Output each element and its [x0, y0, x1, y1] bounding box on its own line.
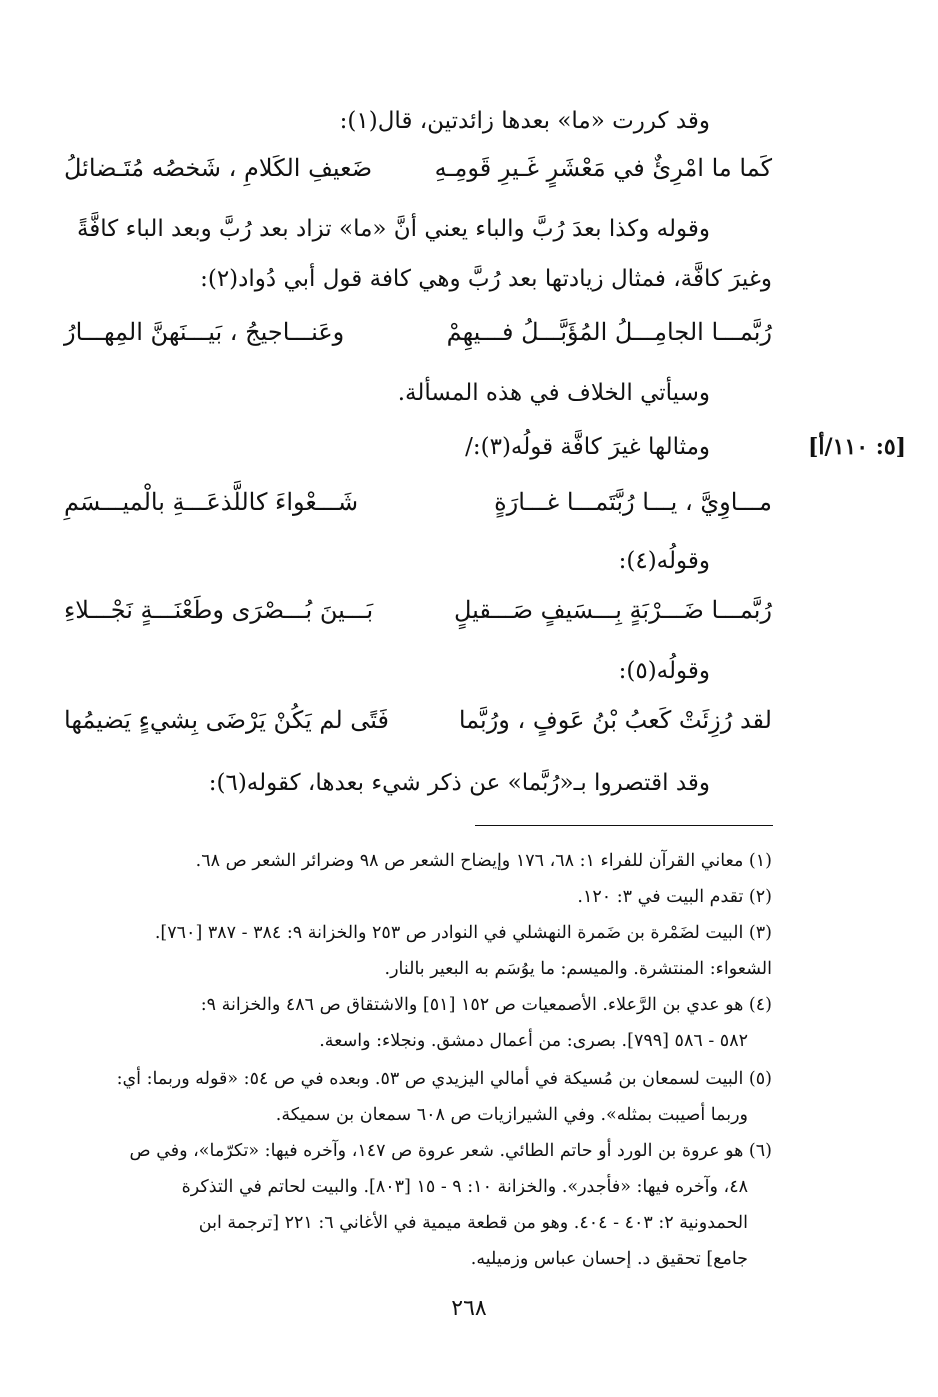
text-line: وغيرَ كافَّة، فمثال زيادتها بعد رُبَّ وهي كافة قول أبي دُواد(٢):: [200, 266, 772, 292]
verse-first-hemistich: كَما ما امْرِئٌ في مَعْشَرٍ غَـيرِ قَومِـهِ: [434, 154, 772, 182]
verse-first-hemistich: رُبَّمـــا الجامِـــلُ المُؤَبَّـــلُ فـــيهِمْ: [446, 318, 772, 346]
verse-first-hemistich: رُبَّمـــا ضَـــرْبَةٍ بِـــسَيفٍ صَـــقيلٍ: [454, 596, 772, 624]
manuscript-folio-note: [٥: ١١٠/أ]: [808, 434, 907, 460]
verse-second-hemistich: بَـــينَ بُـــصْرَى وطَعْنَـــةٍ نَجْـــلاءِ: [64, 596, 374, 624]
footnote-line: (٤) هو عدي بن الرَّعلاء. الأصمعيات ص ١٥٢ [٥١] والاشتقاق ص ٤٨٦ والخزانة ٩:: [200, 995, 772, 1015]
page-number: ٢٦٨: [451, 1296, 487, 1321]
footnote-line: (٦) هو عروة بن الورد أو حاتم الطائي. شعر عروة ص ١٤٧، وآخره فيها: «تكرّما»، وفي ص: [129, 1141, 772, 1161]
verse-first-hemistich: مـــاوِيَّ ، يـــا رُبَّتَمـــا غـــارَةٍ: [494, 488, 772, 516]
footnote-line: الشعواء: المنتشرة. والميسم: ما يوُسَم به البعير بالنار.: [384, 959, 772, 979]
footnote-line: ٥٨٢ - ٥٨٦ [٧٩٩]. بصرى: من أعمال دمشق. ونجلاء: واسعة.: [319, 1031, 748, 1051]
footnote-line: (٢) تقدم البيت في ٣: ١٢٠.: [577, 887, 772, 907]
verse-second-hemistich: فَتًى لم يَكُنْ يَرْضَى بِشيءٍ يَضيمُها: [64, 706, 390, 734]
footnote-line: (٣) البيت لضَمْرة بن ضَمرة النهشلي في النوادر ص ٢٥٣ والخزانة ٩: ٣٨٤ - ٣٨٧ [٧٦٠].: [154, 923, 772, 943]
footnote-line: (١) معاني القرآن للفراء ١: ٦٨، ١٧٦ وإيضاح الشعر ص ٩٨ وضرائر الشعر ص ٦٨.: [195, 851, 772, 871]
verse-second-hemistich: ضَعيفِ الكَلامِ ، شَخصُه مُتَـضائلُ: [64, 154, 373, 182]
footnote-line: جامع] تحقيق د. إحسان عباس وزميليه.: [470, 1249, 748, 1269]
footnote-line: ٤٨، وآخره فيها: «فأجدر». والخزانة ١٠: ٩ - ١٥ [٨٠٣]. والبيت لحاتم في التذكرة: [181, 1177, 748, 1197]
text-line: وسيأتي الخلاف في هذه المسألة.: [397, 380, 710, 406]
verse-second-hemistich: شَـــعْواءَ كاللَّذعَـــةِ بالْميـــسَمِ: [64, 488, 359, 516]
text-line: وقولُه(٤):: [618, 548, 710, 574]
text-line: وقوله وكذا بعدَ رُبَّ والباء يعني أنَّ «ما» تزاد بعد رُبَّ وبعد الباء كافَّةً: [76, 216, 710, 242]
footnote-line: الحمدونية ٢: ٤٠٣ - ٤٠٤. وهو من قطعة ميمية في الأغاني ٦: ٢٢١ [ترجمة ابن: [198, 1213, 748, 1233]
verse-first-hemistich: لقد رُزِئَتْ كَعبُ بْنُ عَوفٍ ، ورُبَّما: [458, 706, 772, 734]
footnote-line: (٥) البيت لسمعان بن مُسيكة في أمالي اليزيدي ص ٥٣. وبعده في ص ٥٤: «قوله وربما: أي:: [116, 1069, 772, 1089]
footnote-separator: [475, 825, 773, 826]
verse-second-hemistich: وعَنـــاجيجُ ، بَيـــنَهنَّ المِهـــارُ: [64, 318, 345, 346]
text-line: ومثالها غيرَ كافَّة قولُه(٣):/: [465, 434, 710, 460]
text-line: وقولُه(٥):: [618, 658, 710, 684]
text-line: وقد اقتصروا بـ«رُبَّما» عن ذكر شيء بعدها، كقوله(٦):: [208, 770, 710, 796]
text-line: وقد كررت «ما» بعدها زائدتين، قال(١):: [339, 108, 710, 134]
footnote-line: وربما أصيبت بمثله». وفي الشيرازيات ص ٦٠٨ سمعان بن سميكة.: [275, 1105, 748, 1125]
